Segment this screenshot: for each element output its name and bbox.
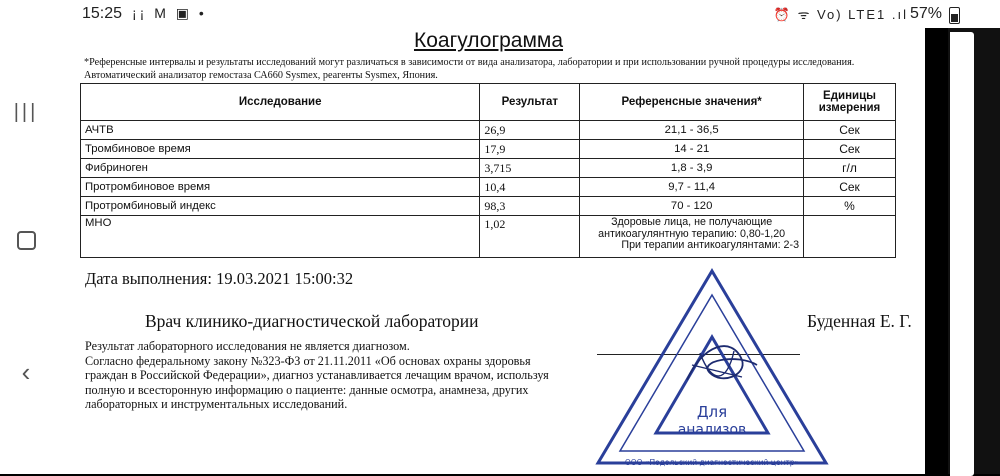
header-units: Единицы измерения xyxy=(804,84,896,121)
page-title: Коагулограмма xyxy=(413,29,564,52)
test-name: АЧТВ xyxy=(81,121,480,140)
test-ref: 21,1 - 36,5 xyxy=(580,121,804,140)
disclaimer xyxy=(85,339,645,412)
navigation-bar xyxy=(0,28,52,474)
table-row xyxy=(81,178,896,197)
table-row xyxy=(81,121,896,140)
status-bar xyxy=(0,0,1000,28)
test-unit: Сек xyxy=(804,121,896,140)
test-unit xyxy=(804,216,896,258)
test-result: 98,3 xyxy=(480,197,580,216)
stamp-icon xyxy=(592,265,832,470)
system-status-icons: ⏰ ᯤ Vo) LTE1 .ıl xyxy=(773,7,908,22)
disclaimer-line: Результат лабораторного исследования не является диагнозом. xyxy=(85,339,410,353)
completion-date: Дата выполнения: 19.03.2021 15:00:32 xyxy=(85,269,354,288)
test-name: Тромбиновое время xyxy=(81,140,480,159)
test-result: 10,4 xyxy=(480,178,580,197)
table-row xyxy=(81,197,896,216)
header-ref: Референсные значения* xyxy=(580,84,804,121)
disclaimer-line: лабораторных и инструментальных исследований. xyxy=(85,397,348,412)
header-test: Исследование xyxy=(81,84,480,121)
document-photo xyxy=(52,28,925,474)
test-name: МНО xyxy=(81,216,480,258)
test-name: Фибриноген xyxy=(81,159,480,178)
ref-line: антикоагулянтную терапию: 0,80-1,20 xyxy=(598,227,786,240)
battery-percent: 57% xyxy=(909,5,942,22)
table-row xyxy=(81,140,896,159)
test-unit: Сек xyxy=(804,140,896,159)
disclaimer-line: граждан в Российской Федерации», диагноз устанавливается лечащим врачом, используя xyxy=(85,368,549,383)
clock: 15:25 xyxy=(82,5,123,22)
test-ref xyxy=(580,216,804,258)
test-unit: Сек xyxy=(804,178,896,197)
test-result: 26,9 xyxy=(480,121,580,140)
ref-line: При терапии антикоагулянтами: 2-3 xyxy=(621,239,800,251)
notification-icons: ¡¡ M ▣ • xyxy=(132,5,207,21)
test-ref: 14 - 21 xyxy=(580,140,804,159)
edge-panel-handle[interactable] xyxy=(950,32,974,476)
stamp-line: анализов xyxy=(677,422,747,438)
table-row xyxy=(81,216,896,258)
ref-line: Здоровые лица, не получающие xyxy=(611,216,773,228)
stamp-line: Для xyxy=(696,403,728,421)
test-unit: г/л xyxy=(804,159,896,178)
test-unit: % xyxy=(804,197,896,216)
reference-note: *Референсные интервалы и результаты исследований могут различаться в зависимости от вида анализатора, лаборатории и при использовании ручной процедуры исследования. Автоматический анализатор гемостаза СА660 Sysmex, реагенты Sysmex, Япония. xyxy=(84,57,855,81)
table-row xyxy=(81,159,896,178)
test-ref: 1,8 - 3,9 xyxy=(580,159,804,178)
disclaimer-line: Согласно федеральному закону №323-ФЗ от 21.11.2011 «Об основах охраны здоровья xyxy=(85,353,531,368)
test-result: 1,02 xyxy=(480,216,580,258)
disclaimer-line: полную и всесторонную информацию о пациенте: данные осмотра, анамнеза, других xyxy=(85,382,529,397)
battery-icon xyxy=(949,7,960,24)
table-header-row xyxy=(81,84,896,121)
header-result: Результат xyxy=(480,84,580,121)
test-result: 3,715 xyxy=(480,159,580,178)
back-icon[interactable]: ‹ xyxy=(21,357,31,387)
test-name: Протромбиновое время xyxy=(81,178,480,197)
doctor-title: Врач клинико-диагностической лаборатории xyxy=(145,311,479,331)
test-ref: 9,7 - 11,4 xyxy=(580,178,804,197)
screen-edge xyxy=(948,28,1000,474)
home-icon[interactable] xyxy=(10,225,42,257)
doctor-name: Буденная Е. Г. xyxy=(807,311,912,331)
test-ref: 70 - 120 xyxy=(580,197,804,216)
results-table xyxy=(80,83,896,258)
stamp-line: ООО «Подольский диагностический центр» xyxy=(624,458,800,467)
test-name: Протромбиновый индекс xyxy=(81,197,480,216)
recent-apps-icon[interactable]: ||| xyxy=(13,101,39,123)
test-result: 17,9 xyxy=(480,140,580,159)
